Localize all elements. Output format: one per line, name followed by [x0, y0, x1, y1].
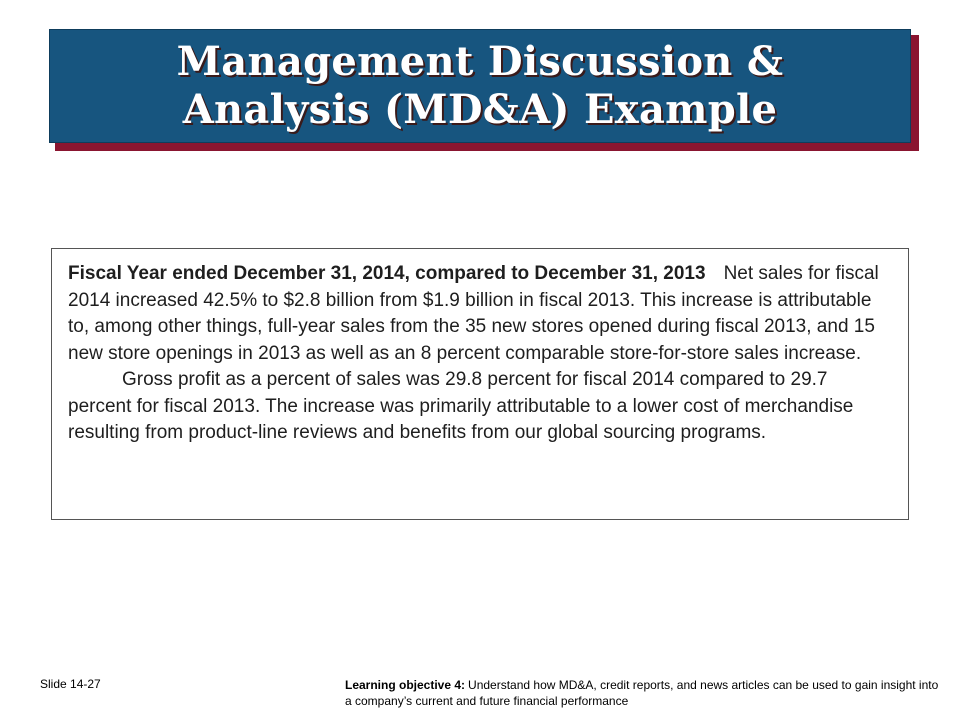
- learning-objective-label: Learning objective 4:: [345, 678, 466, 692]
- title-line-1: Management Discussion &: [176, 38, 784, 85]
- title-line-2: Analysis (MD&A) Example: [182, 86, 778, 133]
- slide-number: Slide 14-27: [40, 677, 101, 691]
- excerpt-heading: Fiscal Year ended December 31, 2014, compared to December 31, 2013: [68, 263, 706, 284]
- learning-objective-text: Understand how MD&A, credit reports, and news articles can be used to gain insight into a company’s current and future financial performance: [345, 678, 939, 708]
- slide-title: [49, 29, 911, 143]
- excerpt-paragraph-2: Gross profit as a percent of sales was 29.8 percent for fiscal 2014 compared to 29.7 percent for fiscal 2013. The increase was primarily attributable to a lower cost of merchandise resulting from product-line reviews and benefits from our global sourcing programs.: [68, 369, 854, 443]
- learning-objective: [345, 677, 945, 709]
- excerpt-paragraph-1: [68, 261, 892, 367]
- excerpt-paragraph-1-text: Net sales for fiscal 2014 increased 42.5% to $2.8 billion from $1.9 billion in fiscal 2013. This increase is attributable to, among other things, full-year sales from the 35 new stores opened during fiscal 2013, and 15 new store openings in 2013 as well as an 8 percent comparable store-for-store sales increase.: [68, 263, 879, 364]
- mda-excerpt: [51, 248, 909, 520]
